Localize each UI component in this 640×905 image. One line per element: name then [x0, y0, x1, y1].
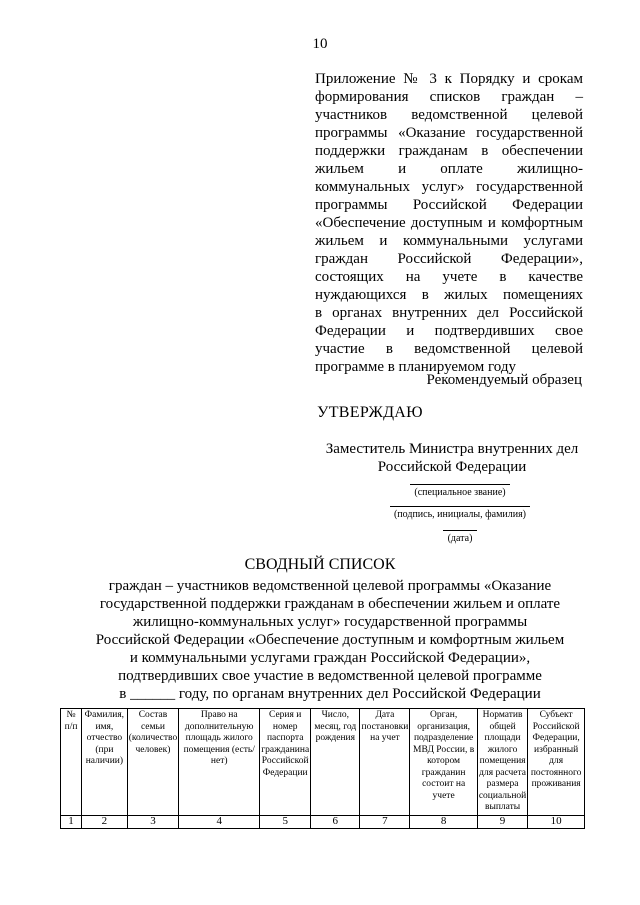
- document-subtitle: [60, 577, 600, 703]
- signature-caption: (подпись, инициалы, фамилия): [390, 506, 530, 520]
- column-number: 8: [410, 815, 477, 828]
- subtitle-line: и коммунальными услугами граждан Российской Федерации»,: [129, 650, 531, 666]
- subtitle-line: государственной поддержки гражданам в обеспечении жильем и оплате: [99, 596, 561, 612]
- rank-caption: (специальное звание): [410, 484, 510, 498]
- date-caption: (дата): [443, 530, 477, 544]
- appendix-line: граждан Российской Федерации»,: [315, 251, 583, 267]
- table-header-cell: № п/п: [61, 709, 82, 816]
- signature-field: [300, 506, 620, 520]
- recommended-sample-label: Рекомендуемый образец: [426, 372, 582, 388]
- appendix-line: жильем и коммунальными услугами: [315, 233, 583, 249]
- subtitle-line: в ______ году, по органам внутренних дел Российской Федерации: [119, 686, 541, 702]
- column-number: 4: [179, 815, 260, 828]
- appendix-header: [315, 70, 583, 376]
- table-header-cell: Фамилия, имя, отчество (при наличии): [82, 709, 128, 816]
- approver-position-line: Российской Федерации: [377, 459, 527, 475]
- approver-position-line: Заместитель Министра внутренних дел: [325, 441, 579, 457]
- appendix-line: в органах внутренних дел Российской: [315, 305, 583, 321]
- column-number: 6: [311, 815, 360, 828]
- approve-heading: УТВЕРЖДАЮ: [317, 404, 423, 421]
- table-header-cell: Дата постановки на учет: [360, 709, 410, 816]
- appendix-line: «Обеспечение доступным и комфортным: [315, 215, 583, 231]
- table-header-row: [61, 709, 585, 816]
- appendix-line: участие в ведомственной целевой: [315, 341, 583, 357]
- appendix-line: коммунальных услуг» государственной: [315, 179, 583, 195]
- approver-position: [322, 440, 582, 476]
- appendix-line: жильем и оплате жилищно-: [315, 161, 583, 177]
- subtitle-line: подтвердивших свое участие в ведомственной целевой программе: [118, 668, 542, 684]
- subtitle-line: граждан – участников ведомственной целевой программы «Оказание: [108, 578, 552, 594]
- page-number: 10: [312, 36, 328, 52]
- appendix-line: состоящих на учете в качестве: [315, 269, 583, 285]
- date-field: [300, 530, 620, 544]
- column-number: 5: [260, 815, 311, 828]
- column-number: 1: [61, 815, 82, 828]
- table-header-cell: Субъект Российской Федерации, избранный для постоянного проживания: [528, 709, 585, 816]
- column-number: 2: [82, 815, 128, 828]
- table-header-cell: Серия и номер паспорта гражданина Российской Федерации: [260, 709, 311, 816]
- appendix-line: программе в планируемом году: [315, 359, 516, 375]
- table-header-cell: Состав семьи (количество человек): [127, 709, 179, 816]
- appendix-line: поддержки гражданам в обеспечении: [315, 143, 583, 159]
- appendix-line: нуждающихся в жилых помещениях: [315, 287, 583, 303]
- subtitle-line: Российской Федерации «Обеспечение доступным и комфортным жильем: [95, 632, 565, 648]
- appendix-line: Приложение № 3 к Порядку и срокам: [315, 71, 583, 87]
- appendix-line: формирования списков граждан –: [315, 89, 583, 105]
- appendix-line: программы «Оказание государственной: [315, 125, 583, 141]
- column-number: 7: [360, 815, 410, 828]
- rank-field: [300, 484, 620, 498]
- summary-table: [60, 708, 585, 829]
- table-column-number-row: [61, 815, 585, 828]
- appendix-line: программы Российской Федерации: [315, 197, 583, 213]
- column-number: 9: [477, 815, 527, 828]
- table-header-cell: Число, месяц, год рождения: [311, 709, 360, 816]
- table-header-cell: Норматив общей площади жилого помещения для расчета размера социальной выплаты: [477, 709, 527, 816]
- column-number: 10: [528, 815, 585, 828]
- appendix-line: Федерации и подтвердивших свое: [315, 323, 583, 339]
- document-title: СВОДНЫЙ СПИСОК: [244, 556, 396, 573]
- column-number: 3: [127, 815, 179, 828]
- table-header-cell: Орган, организация, подразделение МВД России, в котором гражданин состоит на учете: [410, 709, 477, 816]
- appendix-line: участников ведомственной целевой: [315, 107, 583, 123]
- subtitle-line: жилищно-коммунальных услуг» государственной программы: [132, 614, 528, 630]
- table-header-cell: Право на дополнительную площадь жилого помещения (есть/нет): [179, 709, 260, 816]
